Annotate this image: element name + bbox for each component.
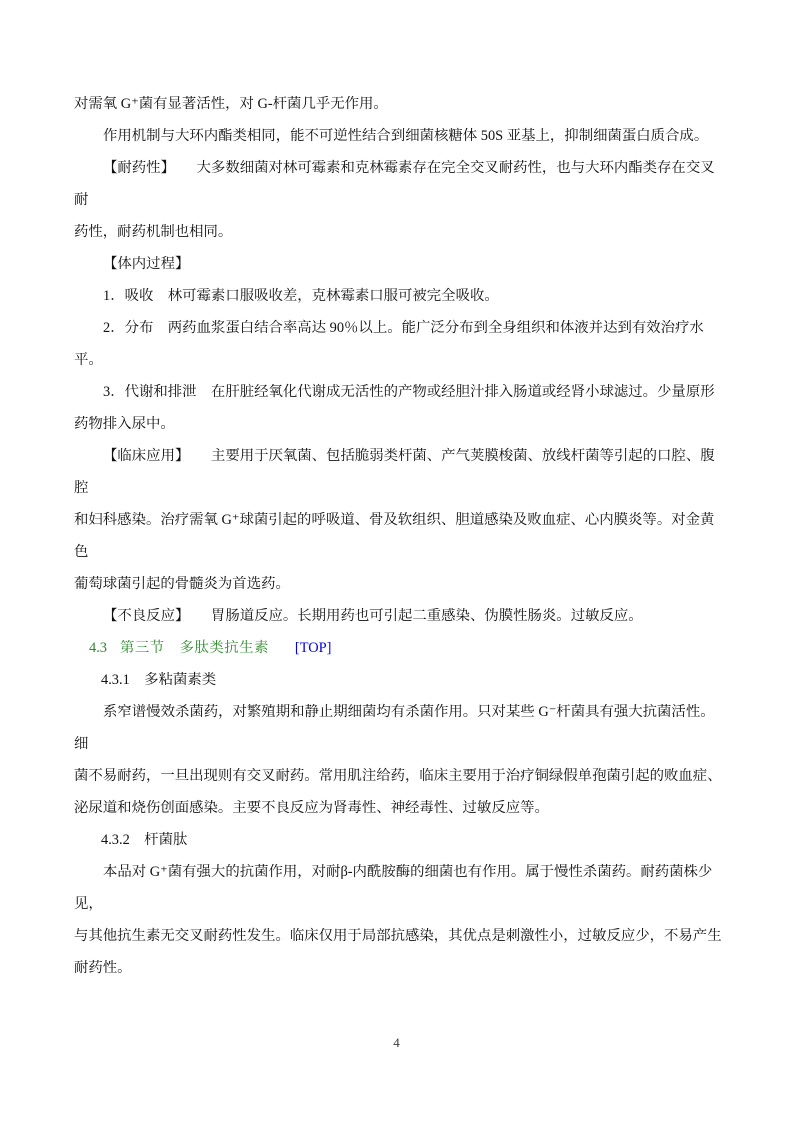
- section-title: 第三节 多肽类抗生素: [120, 640, 269, 656]
- page-number: 4: [393, 1035, 400, 1050]
- paragraph: [74, 856, 726, 984]
- paragraph: [74, 152, 726, 248]
- paragraph: [74, 280, 726, 312]
- text-line: 【体内过程】: [103, 256, 190, 272]
- subsection-heading: [74, 664, 726, 696]
- subsection-heading: [74, 824, 726, 856]
- text-line: 1．吸收 林可霉素口服吸收差，克林霉素口服可被完全吸收。: [103, 288, 499, 304]
- document-body: [74, 88, 726, 984]
- text-line: 系窄谱慢效杀菌药，对繁殖期和静止期细菌均有杀菌作用。只对某些 G⁻杆菌具有强大抗菌活性。细: [74, 704, 715, 752]
- paragraph: [74, 696, 726, 824]
- text-line: 泌尿道和烧伤创面感染。主要不良反应为肾毒性、神经毒性、过敏反应等。: [74, 800, 549, 816]
- page-footer: [0, 1034, 793, 1052]
- paragraph: [74, 376, 726, 440]
- section-number: 4.3: [89, 640, 107, 656]
- text-line: 【不良反应】 胃肠道反应。长期用药也可引起二重感染、伪膜性肠炎。过敏反应。: [103, 608, 643, 624]
- text-line: 4.3.1 多粘菌素类: [101, 672, 217, 688]
- text-line: 菌不易耐药，一旦出现则有交叉耐药。常用肌注给药，临床主要用于治疗铜绿假单孢菌引起的败血症、: [74, 768, 722, 784]
- paragraph: [74, 88, 726, 120]
- text-line: 4.3.2 杆菌肽: [101, 832, 188, 848]
- paragraph: [74, 600, 726, 632]
- text-line: 耐药性。: [74, 960, 132, 976]
- paragraph: [74, 312, 726, 376]
- paragraph: [74, 440, 726, 600]
- top-link[interactable]: [TOP]: [294, 640, 332, 656]
- text-line: 【耐药性】 大多数细菌对林可霉素和克林霉素存在完全交叉耐药性，也与大环内酯类存在交叉耐: [74, 160, 715, 208]
- text-line: 葡萄球菌引起的骨髓炎为首选药。: [74, 576, 290, 592]
- text-line: 作用机制与大环内酯类相同，能不可逆性结合到细菌核糖体 50S 亚基上，抑制细菌蛋白质合成。: [103, 128, 709, 144]
- text-line: 3．代谢和排泄 在肝脏经氧化代谢成无活性的产物或经胆汁排入肠道或经肾小球滤过。少量原形: [103, 384, 715, 400]
- text-line: 本品对 G⁺菌有强大的抗菌作用，对耐β-内酰胺酶的细菌也有作用。属于慢性杀菌药。耐药菌株少见，: [74, 864, 713, 912]
- text-line: 和妇科感染。治疗需氧 G⁺球菌引起的呼吸道、骨及软组织、胆道感染及败血症、心内膜炎等。对金黄色: [74, 512, 715, 560]
- text-line: 与其他抗生素无交叉耐药性发生。临床仅用于局部抗感染，其优点是刺激性小，过敏反应少，不易产生: [74, 928, 722, 944]
- section-heading: [74, 632, 726, 664]
- paragraph: [74, 120, 726, 152]
- text-line: 2．分布 两药血浆蛋白结合率高达 90％以上。能广泛分布到全身组织和体液并达到有效治疗水平。: [74, 320, 704, 368]
- text-line: 对需氧 G⁺菌有显著活性，对 G-杆菌几乎无作用。: [74, 96, 388, 112]
- text-line: 药性，耐药机制也相同。: [74, 224, 233, 240]
- text-line: 药物排入尿中。: [74, 416, 175, 432]
- paragraph: [74, 248, 726, 280]
- text-line: 【临床应用】 主要用于厌氧菌、包括脆弱类杆菌、产气荚膜梭菌、放线杆菌等引起的口腔、腹腔: [74, 448, 715, 496]
